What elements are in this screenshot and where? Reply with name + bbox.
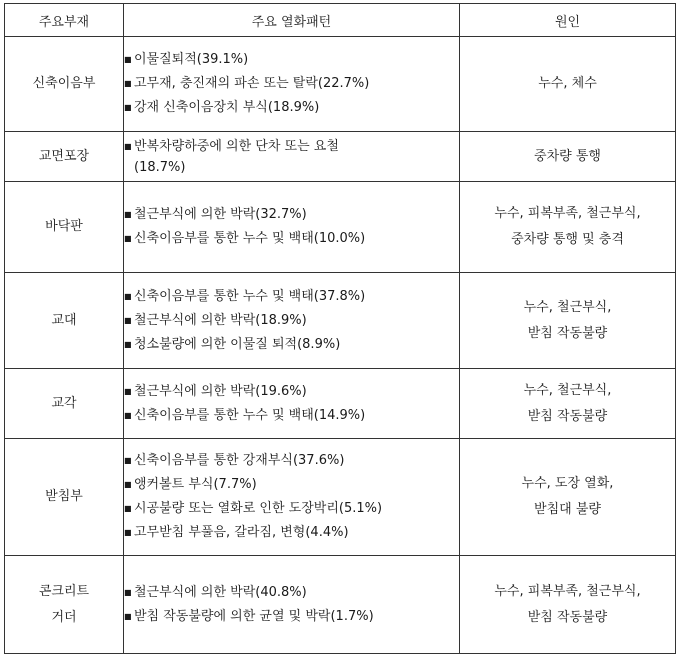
pattern-item [124,136,372,178]
pattern-item [124,449,459,473]
pattern-list [124,136,372,178]
bullet-icon: ■ [124,55,132,64]
pattern-item [124,404,459,428]
member-cell [5,37,124,132]
member-name: 바닥판 [45,219,83,234]
pattern-cell [124,37,460,132]
pattern-list [124,449,459,545]
member-name: 교대 [51,312,77,328]
bullet-icon: ■ [124,456,132,465]
pattern-item [124,521,459,545]
member-name: 거더 [51,609,77,625]
cause-text: 받침 작동불량 [527,325,608,341]
pattern-text: 신축이음부를 통한 누수 및 백태(14.9%) [134,407,366,423]
pattern-item [124,605,459,629]
pattern-list [124,581,459,629]
pattern-list [124,285,459,357]
header-cause: 원인 [460,4,676,37]
pattern-item [124,72,459,96]
pattern-item [124,473,459,497]
member-name: 콘크리트 [38,583,90,599]
cause-cell [460,132,676,182]
cause-text: 받침대 불량 [534,502,601,517]
pattern-item [124,333,459,357]
pattern-item [124,309,459,333]
pattern-text: 철근부식에 의한 박락(18.9%) [134,312,307,328]
pattern-text: 앵커볼트 부식(7.7%) [134,477,257,492]
pattern-text: 고무재, 충진재의 파손 또는 탈락(22.7%) [134,76,370,91]
pattern-text: 신축이음부를 통한 누수 및 백태(37.8%) [134,288,366,304]
cause-text: 중차량 통행 [534,148,601,164]
header-pattern: 주요 열화패턴 [124,4,460,37]
table-row [5,182,676,273]
pattern-cell [124,273,460,369]
member-name: 받침부 [45,489,83,504]
pattern-text: 신축이음부를 통한 강재부식(37.6%) [134,453,345,468]
pattern-cell [124,132,460,182]
table-row [5,132,676,182]
table-row [5,273,676,369]
pattern-text: 시공불량 또는 열화로 인한 도장박리(5.1%) [134,501,383,516]
cause-text: 누수, 도장 열화, [521,476,614,491]
table-row [5,556,676,654]
pattern-text: 철근부식에 의한 박락(40.8%) [134,584,307,600]
member-cell [5,182,124,273]
bullet-icon: ■ [124,79,132,88]
bullet-icon: ■ [124,315,132,325]
bullet-icon: ■ [124,504,132,513]
bullet-icon: ■ [124,611,132,621]
member-cell [5,369,124,439]
pattern-item [124,96,459,120]
pattern-text: 청소불량에 의한 이물질 퇴적(8.9%) [134,336,341,352]
pattern-item [124,285,459,309]
pattern-text: 철근부식에 의한 박락(19.6%) [134,383,307,399]
member-cell [5,439,124,556]
pattern-text: 받침 작동불량에 의한 균열 및 박락(1.7%) [134,608,374,624]
pattern-text: 고무받침 부풀음, 갈라짐, 변형(4.4%) [134,525,349,540]
header-row [5,4,676,37]
member-name: 교각 [51,395,77,411]
bullet-icon: ■ [124,480,132,489]
pattern-cell [124,439,460,556]
bullet-icon: ■ [124,291,132,301]
table-row [5,369,676,439]
pattern-cell [124,556,460,654]
cause-text: 누수, 철근부식, [523,299,612,315]
member-cell [5,273,124,369]
bullet-icon: ■ [124,587,132,597]
pattern-list [124,48,459,120]
pattern-cell [124,182,460,273]
cause-cell [460,369,676,439]
bullet-icon: ■ [124,103,132,112]
bullet-icon: ■ [124,234,132,243]
pattern-text: 이물질퇴적(39.1%) [134,52,249,67]
cause-text: 누수, 피복부족, 철근부식, [494,583,641,599]
cause-text: 누수, 철근부식, [523,382,612,398]
cause-text: 누수, 체수 [538,76,597,91]
pattern-text: 반복차량하중에 의한 단차 또는 요철(18.7%) [134,138,339,175]
table-row [5,37,676,132]
cause-text: 중차량 통행 및 충격 [511,232,624,247]
member-cell [5,132,124,182]
member-name: 교면포장 [38,148,90,164]
cause-text: 받침 작동불량 [527,408,608,424]
cause-cell [460,556,676,654]
bullet-icon: ■ [124,141,132,151]
bullet-icon: ■ [124,528,132,537]
cause-cell [460,273,676,369]
cause-cell [460,37,676,132]
bullet-icon: ■ [124,339,132,349]
pattern-cell [124,369,460,439]
pattern-item [124,203,459,227]
pattern-text: 신축이음부를 통한 누수 및 백태(10.0%) [134,231,366,246]
table-row [5,439,676,556]
pattern-item [124,380,459,404]
deterioration-table [4,3,676,654]
pattern-item [124,497,459,521]
pattern-text: 강재 신축이음장치 부식(18.9%) [134,100,320,115]
header-member: 주요부재 [5,4,124,37]
pattern-item [124,227,459,251]
pattern-list [124,203,459,251]
pattern-text: 철근부식에 의한 박락(32.7%) [134,207,307,222]
cause-text: 누수, 피복부족, 철근부식, [494,206,641,221]
pattern-item [124,581,459,605]
cause-cell [460,182,676,273]
bullet-icon: ■ [124,210,132,219]
cause-cell [460,439,676,556]
cause-text: 받침 작동불량 [527,609,608,625]
bullet-icon: ■ [124,410,132,420]
pattern-item [124,48,459,72]
pattern-list [124,380,459,428]
bullet-icon: ■ [124,386,132,396]
member-name: 신축이음부 [32,76,96,91]
member-cell [5,556,124,654]
